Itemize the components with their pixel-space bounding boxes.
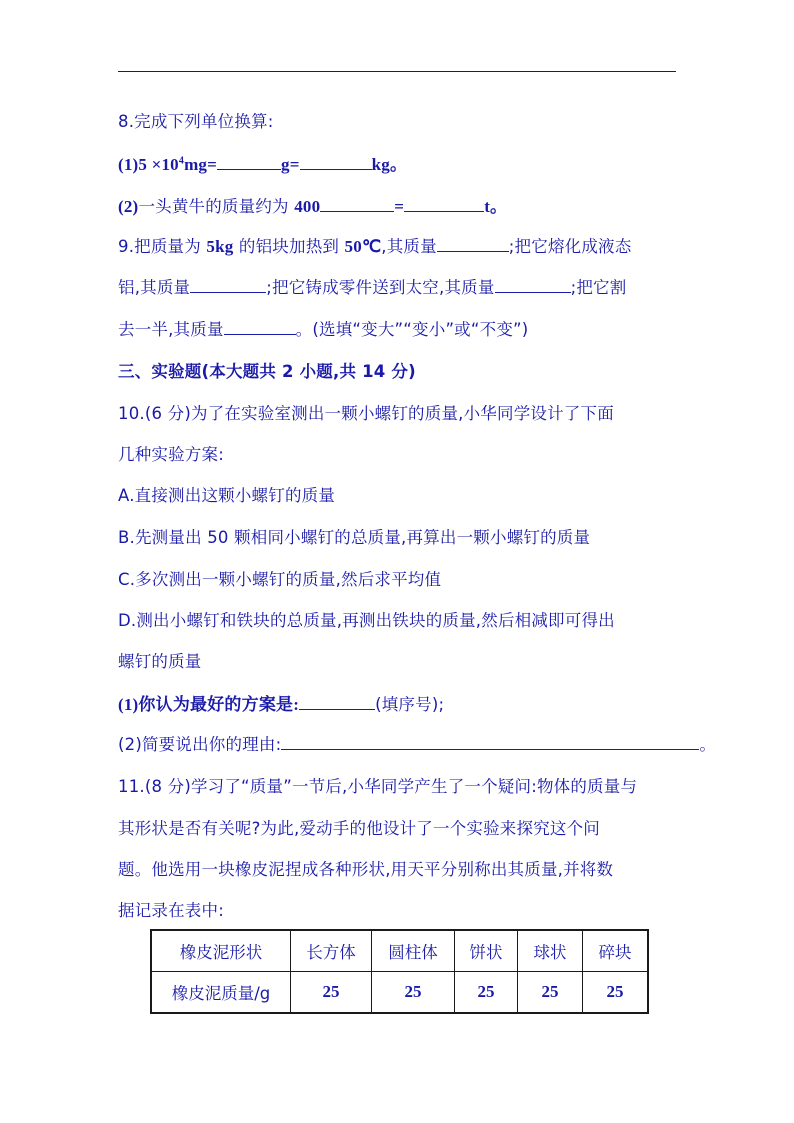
table-cell: 球状 [518,930,583,972]
q8-p1-exponent: 4 [178,155,185,167]
q10-blank-choice[interactable] [299,695,375,710]
q9-text: 。(选填“变大”“变小”或“不变”) [295,320,529,339]
section-heading: 三、实验题(本大题共 2 小题,共 14 分) [118,362,416,381]
q9-mass: 5kg [206,237,234,256]
table-cell: 圆柱体 [372,930,455,972]
q9-text: ,其质量 [381,237,437,256]
q10-sub2-text: 。 [699,735,717,754]
q10-sub1 [118,690,444,715]
q9-text: ;把它割 [570,278,627,297]
q9-line2 [118,274,626,298]
q9-text: 去一半,其质量 [118,320,224,339]
q10-option-b: B.先测量出 50 颗相同小螺钉的总质量,再算出一颗小螺钉的质量 [118,528,591,547]
q9-blank-1[interactable] [437,237,509,252]
q8-p1-prefix: (1)5 ×10 [118,155,179,174]
q11-line3: 题。他选用一块橡皮泥捏成各种形状,用天平分别称出其质量,并将数 [118,860,614,879]
q8-p1-unit-mg: mg= [184,155,218,174]
q8-blank-kg[interactable] [300,155,372,170]
q8-p2-prefix: (2) [118,197,139,216]
q8-blank-unit[interactable] [320,197,394,212]
q9-text: 9.把质量为 [118,237,207,256]
q8-blank-t[interactable] [404,197,484,212]
q10-sub1-text: (1)你认为最好的方案是: [118,695,300,714]
table-cell: 25 [291,972,372,1014]
q9-line3 [118,316,528,340]
q11-line4: 据记录在表中: [118,901,224,920]
q9-line1 [118,233,631,257]
table-cell: 25 [455,972,518,1014]
q8-p2-text: 一头黄牛的质量约为 [138,197,295,216]
q9-blank-3[interactable] [495,278,571,293]
q10-option-d-cont: 螺钉的质量 [118,652,202,671]
q9-blank-2[interactable] [190,278,266,293]
q10-sub2 [118,731,716,755]
q8-p1-unit-kg: kg。 [371,155,408,174]
q9-text: ;把它铸成零件送到太空,其质量 [266,278,495,297]
q10-line1: 10.(6 分)为了在实验室测出一颗小螺钉的质量,小华同学设计了下面 [118,404,614,423]
q8-p2-equals: = [394,197,405,216]
q10-blank-reason[interactable] [281,735,699,750]
table-row [151,930,648,972]
q10-line2: 几种实验方案: [118,445,224,464]
q8-part2 [118,192,507,217]
table-cell: 橡皮泥质量/g [151,972,291,1014]
q9-blank-4[interactable] [224,320,296,335]
table-cell: 橡皮泥形状 [151,930,291,972]
q8-p2-unit: t。 [484,197,508,216]
q8-part1 [118,150,407,175]
q9-text: ;把它熔化成液态 [508,237,632,256]
q10-option-d: D.测出小螺钉和铁块的总质量,再测出铁块的质量,然后相减即可得出 [118,611,615,630]
table-cell: 长方体 [291,930,372,972]
table-cell: 饼状 [455,930,518,972]
q10-option-c: C.多次测出一颗小螺钉的质量,然后求平均值 [118,570,442,589]
q8-title: 8.完成下列单位换算: [118,112,274,131]
q10-option-a: A.直接测出这颗小螺钉的质量 [118,486,336,505]
table-cell: 25 [372,972,455,1014]
q8-blank-g[interactable] [217,155,281,170]
table-cell: 25 [583,972,649,1014]
q11-line1: 11.(8 分)学习了“质量”一节后,小华同学产生了一个疑问:物体的质量与 [118,777,638,796]
q10-sub2-text: (2)简要说出你的理由: [118,735,282,754]
header-rule [118,71,676,72]
q8-p2-number: 400 [294,197,321,216]
q11-line2: 其形状是否有关呢?为此,爱动手的他设计了一个实验来探究这个问 [118,819,601,838]
table-row [151,972,648,1014]
q9-text: 铝,其质量 [118,278,191,297]
q10-sub1-text: (填序号); [375,695,445,714]
q9-temperature: 50℃ [344,237,382,256]
table-cell: 碎块 [583,930,649,972]
q9-text: 的铝块加热到 [233,237,345,256]
table-cell: 25 [518,972,583,1014]
data-table [150,929,649,1014]
q8-p1-unit-g: g= [281,155,300,174]
